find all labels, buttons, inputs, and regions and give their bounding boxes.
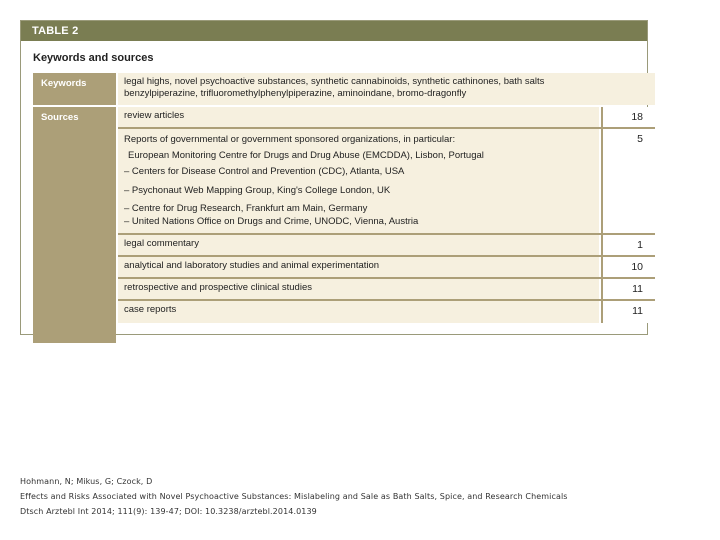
source-label: Reports of governmental or government sponsored organizations, in particular: xyxy=(124,134,456,145)
source-detail-item: European Monitoring Centre for Drugs and Drug Abuse (EMCDDA), Lisbon, Portugal xyxy=(128,150,484,162)
source-label: analytical and laboratory studies and animal experimentation xyxy=(118,257,599,277)
source-label: review articles xyxy=(118,107,599,127)
keywords-line: benzylpiperazine, trifluoromethylphenylpiperazine, aminoindane, bromo-dragonfly xyxy=(124,88,467,100)
source-details-cell xyxy=(118,129,599,233)
table-title: Keywords and sources xyxy=(33,52,154,64)
source-count: 1 xyxy=(601,235,655,255)
source-label: case reports xyxy=(118,301,599,323)
source-row xyxy=(33,257,655,277)
sources-label: Sources xyxy=(33,107,116,343)
keywords-line: legal highs, novel psychoactive substances, synthetic cannabinoids, synthetic cathinones, bath salts xyxy=(124,76,545,87)
table-header: TABLE 2 xyxy=(21,21,647,41)
source-row xyxy=(33,129,655,233)
keywords-row xyxy=(33,73,655,105)
source-detail-item: – Centers for Disease Control and Prevention (CDC), Atlanta, USA xyxy=(124,166,405,178)
source-detail-item: – Psychonaut Web Mapping Group, King's College London, UK xyxy=(124,184,391,196)
source-row xyxy=(33,279,655,299)
source-detail-item: – Centre for Drug Research, Frankfurt am Main, Germany xyxy=(124,202,368,214)
citation-authors: Hohmann, N; Mikus, G; Czock, D xyxy=(20,477,153,486)
source-count: 18 xyxy=(601,107,655,127)
citation-journal: Dtsch Arztebl Int 2014; 111(9): 139-47; DOI: 10.3238/arztebl.2014.0139 xyxy=(20,507,317,516)
source-count: 11 xyxy=(601,279,655,299)
source-count: 10 xyxy=(601,257,655,277)
citation-title: Effects and Risks Associated with Novel Psychoactive Substances: Mislabeling and Sale as Bath Salts, Spice, and Research Chemicals xyxy=(20,492,568,501)
source-detail-item: – United Nations Office on Drugs and Crime, UNODC, Vienna, Austria xyxy=(124,216,419,228)
keywords-cell xyxy=(118,73,655,105)
source-count: 5 xyxy=(601,129,655,233)
source-label: retrospective and prospective clinical studies xyxy=(118,279,599,299)
source-label: legal commentary xyxy=(118,235,599,255)
keywords-label: Keywords xyxy=(33,73,116,105)
source-count: 11 xyxy=(601,301,655,323)
source-row xyxy=(33,301,655,323)
table-figure xyxy=(20,20,648,335)
source-row xyxy=(33,235,655,255)
source-row xyxy=(33,107,655,127)
